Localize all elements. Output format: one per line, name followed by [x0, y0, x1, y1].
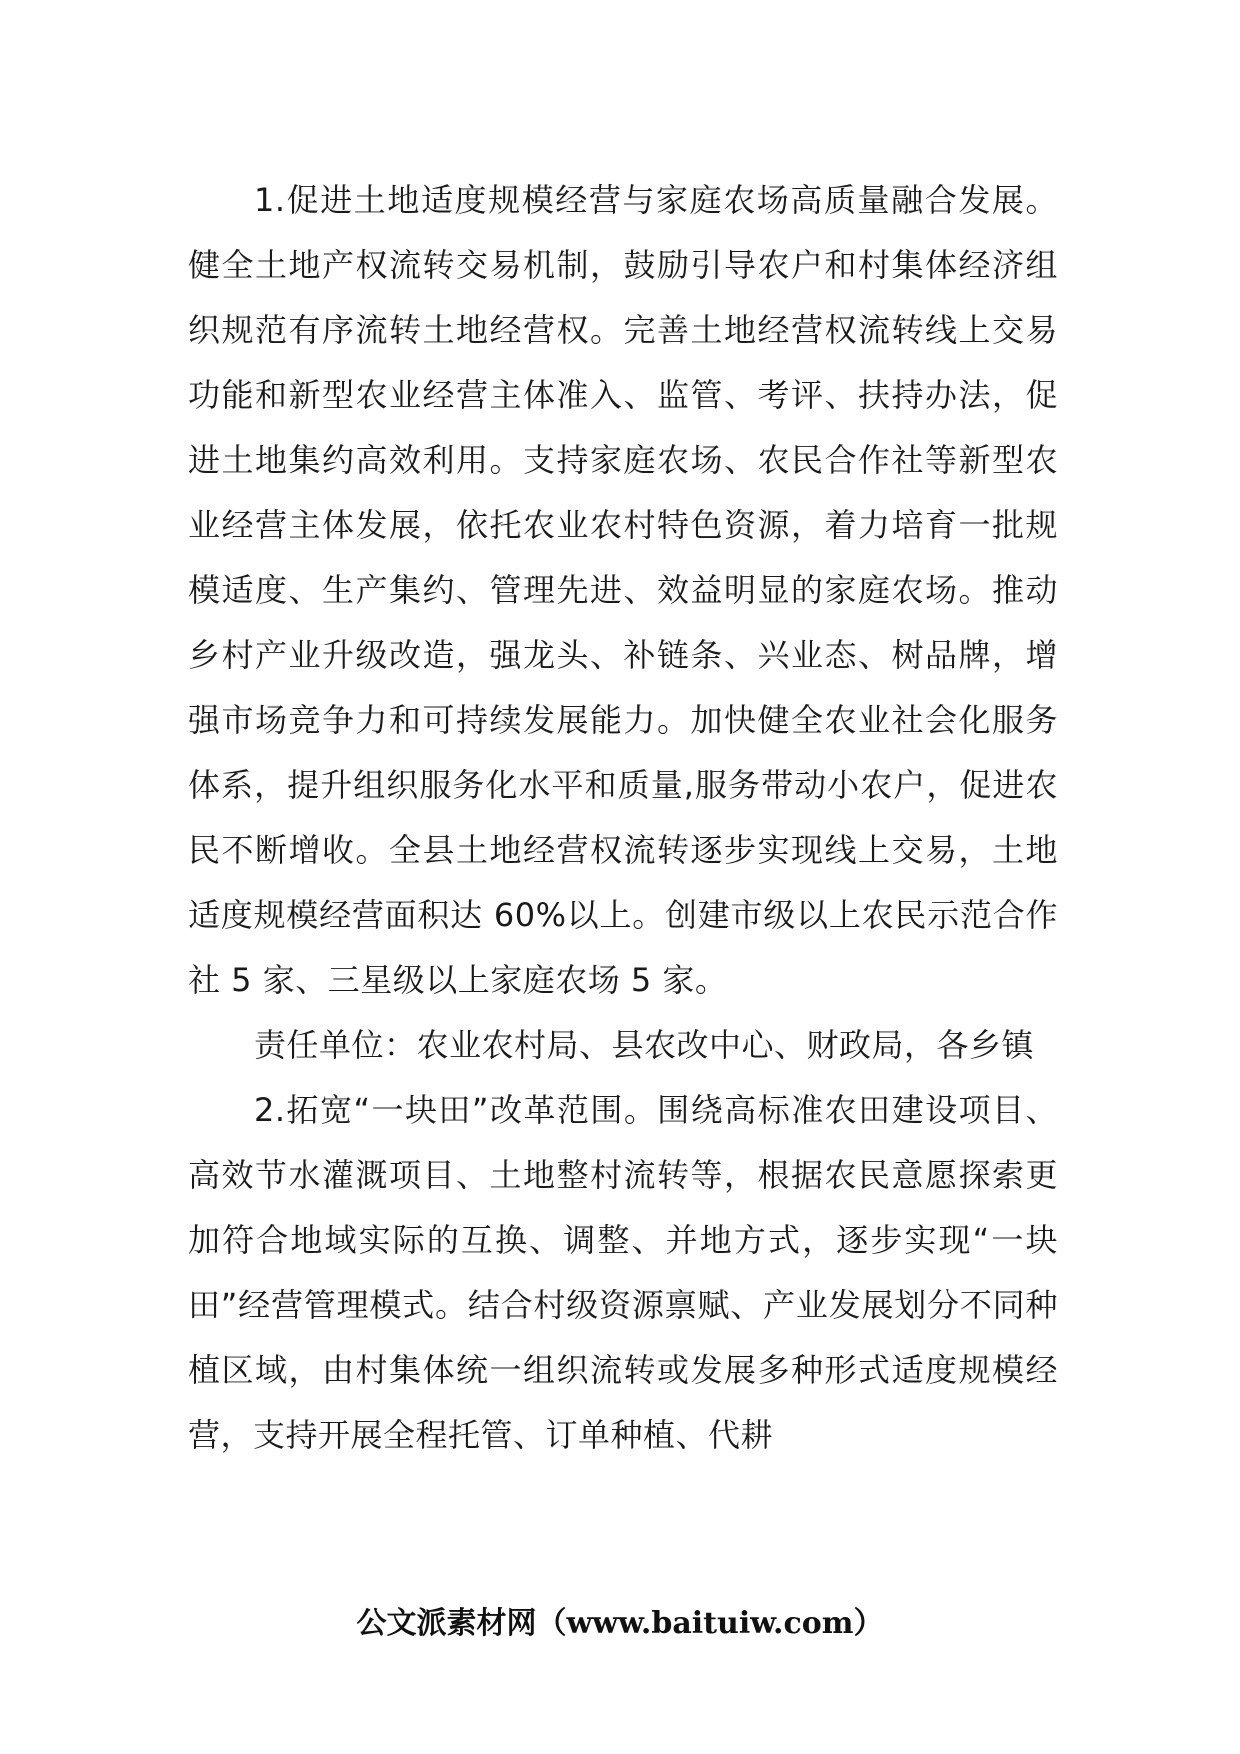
- footer-watermark: 公文派素材网（www.baituiw.com）: [356, 1606, 884, 1641]
- document-body: [188, 168, 1058, 1468]
- paragraph-land-scale-operation: 1.促进土地适度规模经营与家庭农场高质量融合发展。健全土地产权流转交易机制，鼓励引导农户和村集体经济组织规范有序流转土地经营权。完善土地经营权流转线上交易功能和新型农业经营主体准入、监管、考评、扶持办法，促进土地集约高效利用。支持家庭农场、农民合作社等新型农业经营主体发展，依托农业农村特色资源，着力培育一批规模适度、生产集约、管理先进、效益明显的家庭农场。推动乡村产业升级改造，强龙头、补链条、兴业态、树品牌，增强市场竞争力和可持续发展能力。加快健全农业社会化服务体系，提升组织服务化水平和质量,服务带动小农户，促进农民不断增收。全县土地经营权流转逐步实现线上交易，土地适度规模经营面积达 60%以上。创建市级以上农民示范合作社 5 家、三星级以上家庭农场 5 家。: [188, 181, 1058, 999]
- paragraph-responsible-units: 责任单位：农业农村局、县农改中心、财政局，各乡镇: [254, 1026, 1035, 1064]
- paragraph-one-field-reform: 2.拓宽“一块田”改革范围。围绕高标准农田建设项目、高效节水灌溉项目、土地整村流转等，根据农民意愿探索更加符合地域实际的互换、调整、并地方式，逐步实现“一块田”经营管理模式。结合村级资源禀赋、产业发展划分不同种植区域，由村集体统一组织流转或发展多种形式适度规模经营，支持开展全程托管、订单种植、代耕: [188, 1091, 1058, 1454]
